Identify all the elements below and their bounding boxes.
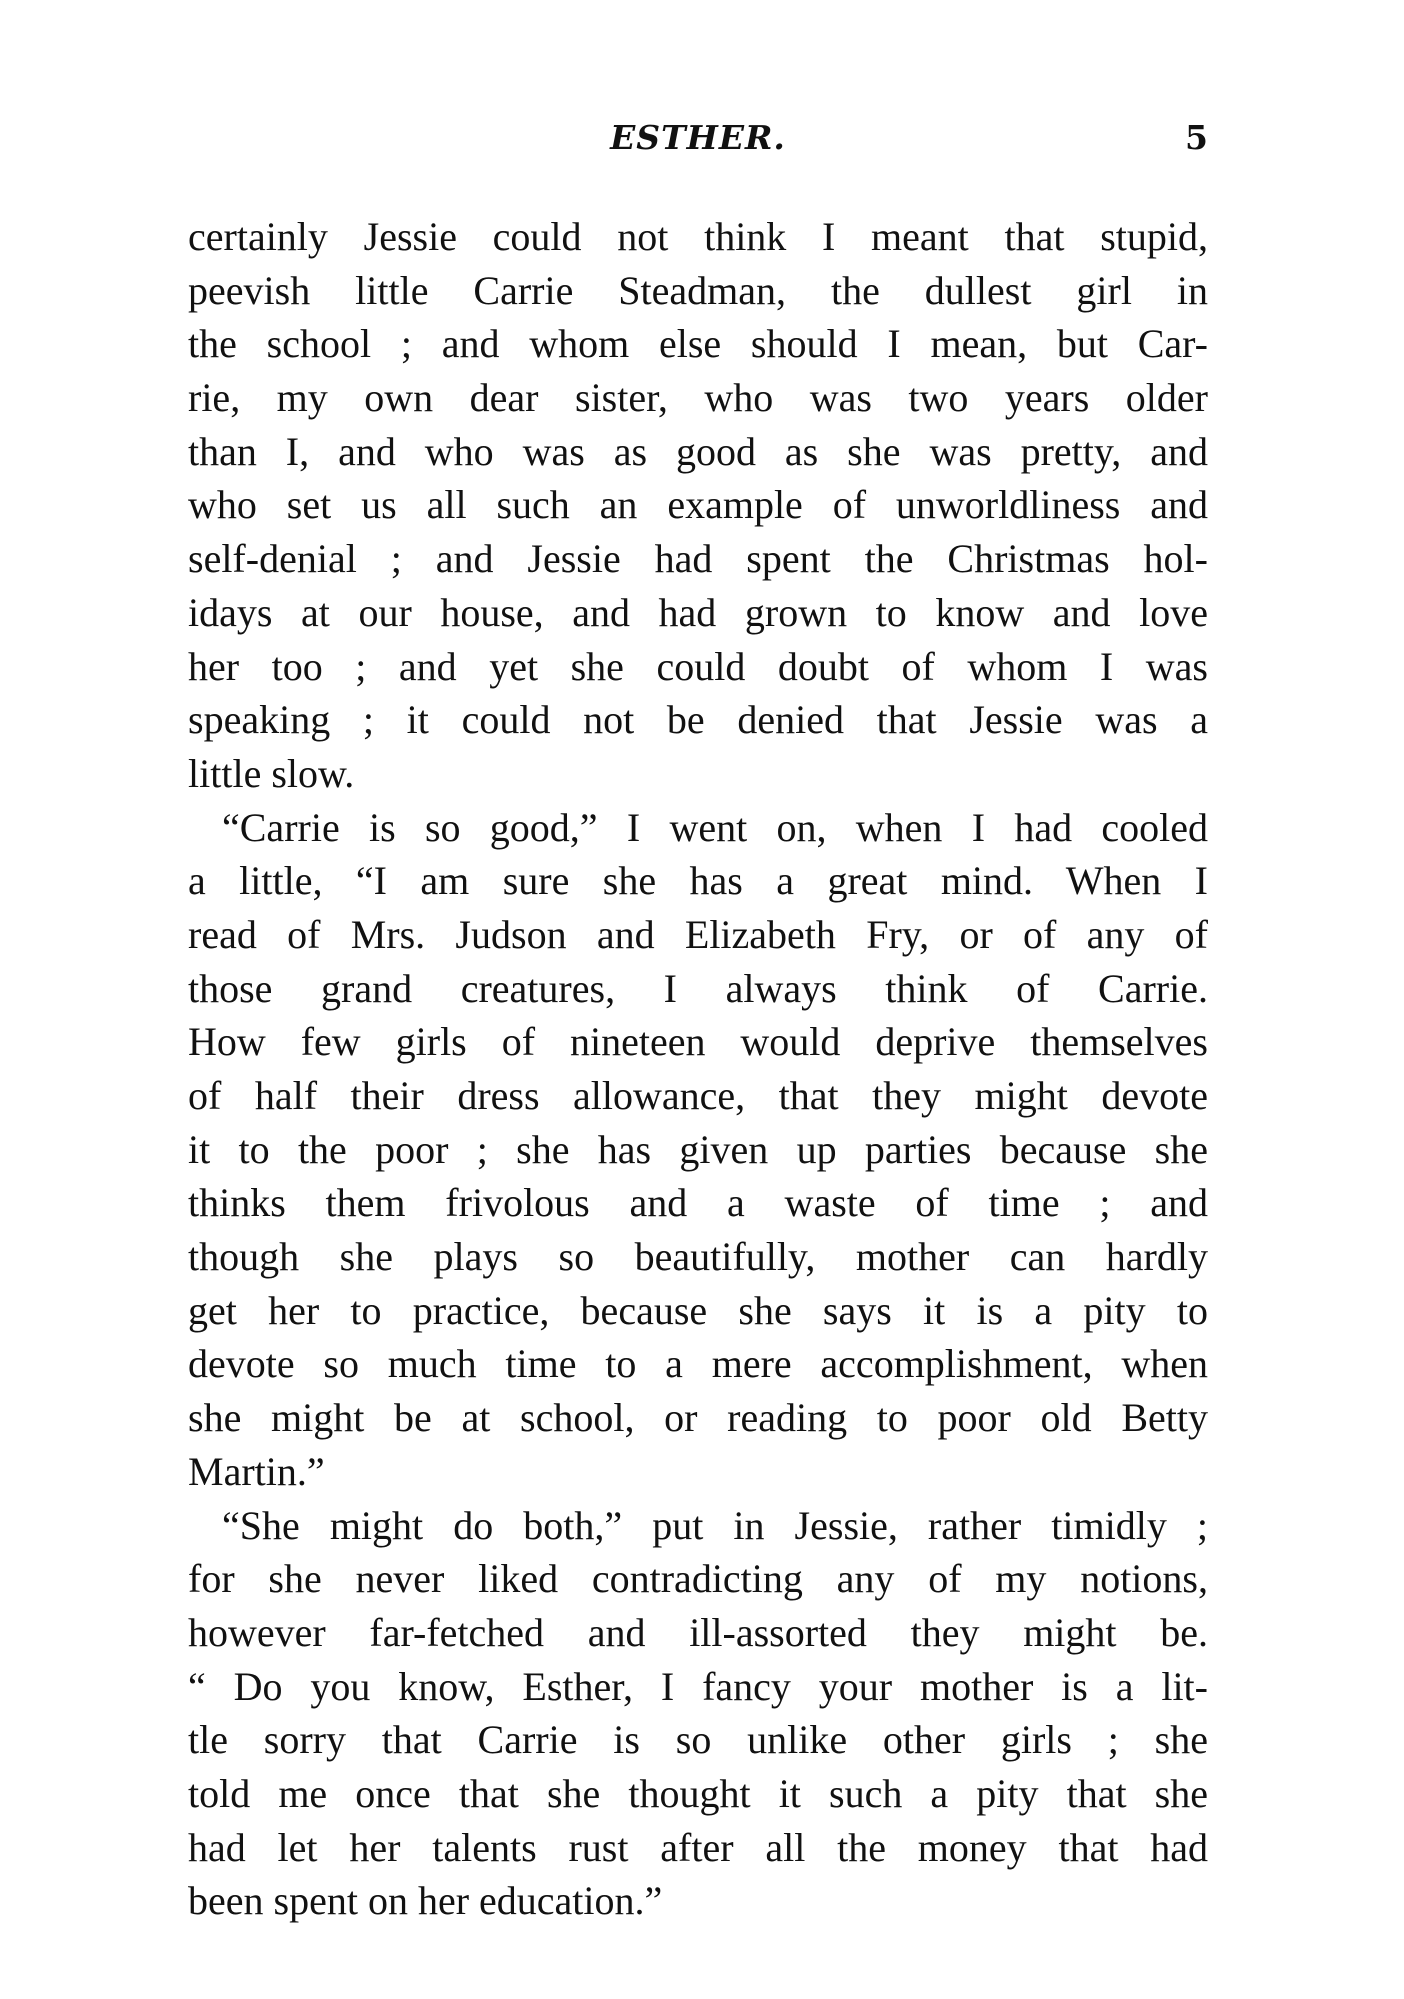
- text-line: though she plays so beautifully, mother can hardly: [188, 1234, 1208, 1280]
- text-line: of half their dress allowance, that they might devote: [188, 1073, 1208, 1118]
- text-line: had let her talents rust after all the money that had: [188, 1824, 1208, 1870]
- text-line: read of Mrs. Judson and Elizabeth Fry, or of any of: [188, 911, 1208, 957]
- text-line: get her to practice, because she says it is a pity to: [188, 1287, 1208, 1333]
- text-line: speaking ; it could not be denied that Jessie was a: [188, 697, 1208, 743]
- page-number: 5: [1185, 118, 1208, 157]
- text-line: tle sorry that Carrie is so unlike other girls ; she: [188, 1717, 1208, 1763]
- paragraph-2: [188, 801, 1208, 1499]
- text-line: a little, “I am sure she has a great mind. When I: [188, 858, 1208, 904]
- text-line: “She might do both,” put in Jessie, rather timidly ;: [222, 1502, 1208, 1548]
- running-header: [188, 118, 1208, 168]
- paragraph-1: [188, 210, 1208, 801]
- text-line: it to the poor ; she has given up parties because she: [188, 1126, 1208, 1172]
- text-line: How few girls of nineteen would deprive themselves: [188, 1019, 1208, 1065]
- text-line: told me once that she thought it such a pity that she: [188, 1770, 1208, 1816]
- body-text: [188, 210, 1208, 1928]
- text-line: thinks them frivolous and a waste of time ; and: [188, 1180, 1208, 1226]
- text-line: rie, my own dear sister, who was two years older: [188, 375, 1208, 421]
- text-line: who set us all such an example of unworldliness and: [188, 482, 1208, 528]
- running-title: ESTHER.: [610, 118, 786, 157]
- text-line: she might be at school, or reading to poor old Betty: [188, 1395, 1208, 1441]
- text-line: been spent on her education.”: [188, 1878, 663, 1924]
- text-line: her too ; and yet she could doubt of whom I was: [188, 643, 1208, 689]
- text-line: certainly Jessie could not think I meant that stupid,: [188, 214, 1208, 259]
- paragraph-3: [188, 1499, 1208, 1929]
- text-line: however far-fetched and ill-assorted they might be.: [188, 1609, 1208, 1655]
- text-line: peevish little Carrie Steadman, the dullest girl in: [188, 267, 1208, 313]
- text-line: “ Do you know, Esther, I fancy your mother is a lit-: [188, 1663, 1208, 1709]
- text-line: “Carrie is so good,” I went on, when I had cooled: [222, 804, 1208, 850]
- text-line: the school ; and whom else should I mean, but Car-: [188, 321, 1208, 367]
- text-line: Martin.”: [188, 1448, 325, 1494]
- text-line: idays at our house, and had grown to know and love: [188, 589, 1208, 635]
- text-line: than I, and who was as good as she was pretty, and: [188, 428, 1208, 474]
- text-line: little slow.: [188, 750, 355, 796]
- text-line: devote so much time to a mere accomplishment, when: [188, 1341, 1208, 1387]
- text-line: self-denial ; and Jessie had spent the Christmas hol-: [188, 536, 1208, 582]
- text-line: for she never liked contradicting any of my notions,: [188, 1556, 1208, 1602]
- text-line: those grand creatures, I always think of Carrie.: [188, 965, 1208, 1011]
